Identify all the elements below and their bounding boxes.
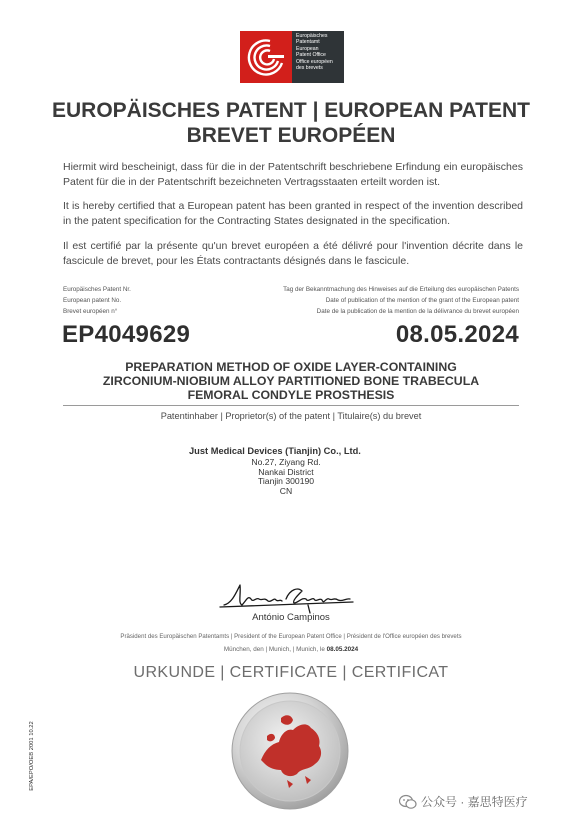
wechat-watermark: 公众号 · 嘉思特医疗 <box>399 790 575 814</box>
signature <box>218 575 368 615</box>
divider <box>63 405 519 406</box>
epo-logo-text: Europäisches Patentamt European Patent Office Office européen des brevets <box>296 33 333 71</box>
europe-map-seal <box>231 692 349 810</box>
invention-title: PREPARATION METHOD OF OXIDE LAYER-CONTAINING ZIRCONIUM-NIOBIUM ALLOY PARTITIONED BONE TRABECULA FEMORAL CONDYLE PROSTHESIS <box>102 360 480 402</box>
publication-date-labels: Tag der Bekanntmachung des Hinweises auf die Erteilung des europäischen Patents Date of publication of the mention of the grant of the European patent Date de la publication de la mention de la délivrance du brevet européen <box>283 286 519 315</box>
certification-text-de: Hiermit wird bescheinigt, dass für die in der Patentschrift beschriebene Erfindung ein europäisches Patent für die in der Patentschrift bezeichneten Vertragsstaaten erteilt worden ist. <box>63 161 523 188</box>
signer-name: António Campinos <box>252 612 330 623</box>
place-date: München, den | Munich, | Munich, le 08.05.2024 <box>223 646 359 653</box>
epo-logo-mark <box>240 31 292 83</box>
certification-text-en: It is hereby certified that a European patent has been granted in respect of the invention described in the patent specification for the Contracting States designated in the specification. <box>63 200 523 227</box>
certification-text-fr: Il est certifié par la présente qu'un brevet européen a été délivré pour l'invention décrite dans le fascicule de brevet, pour les États contractants désignés dans le fascicule. <box>63 240 523 267</box>
epo-logo <box>240 31 344 83</box>
publication-date: 08.05.2024 <box>395 321 519 348</box>
certificate-heading: URKUNDE | CERTIFICATE | CERTIFICAT <box>133 664 449 681</box>
president-title: Präsident des Europäischen Patentamts | President of the European Patent Office | Président de l'Office européen des brevets <box>120 633 462 640</box>
form-code: EPA/EPO/OEB 2001 10.22 <box>29 721 35 791</box>
wechat-icon <box>399 794 417 810</box>
patent-number: EP4049629 <box>62 321 191 348</box>
holder-address: No.27, Ziyang Rd. Nankai District Tianjin 300190 CN <box>251 457 321 496</box>
holder-name: Just Medical Devices (Tianjin) Co., Ltd. <box>189 446 361 456</box>
patent-number-labels: Europäisches Patent Nr. European patent No. Brevet européen n° <box>63 286 131 315</box>
proprietor-label: Patentinhaber | Proprietor(s) of the patent | Titulaire(s) du brevet <box>160 411 422 421</box>
document-title: EUROPÄISCHES PATENT | EUROPEAN PATENT BREVET EUROPÉEN <box>51 99 531 147</box>
